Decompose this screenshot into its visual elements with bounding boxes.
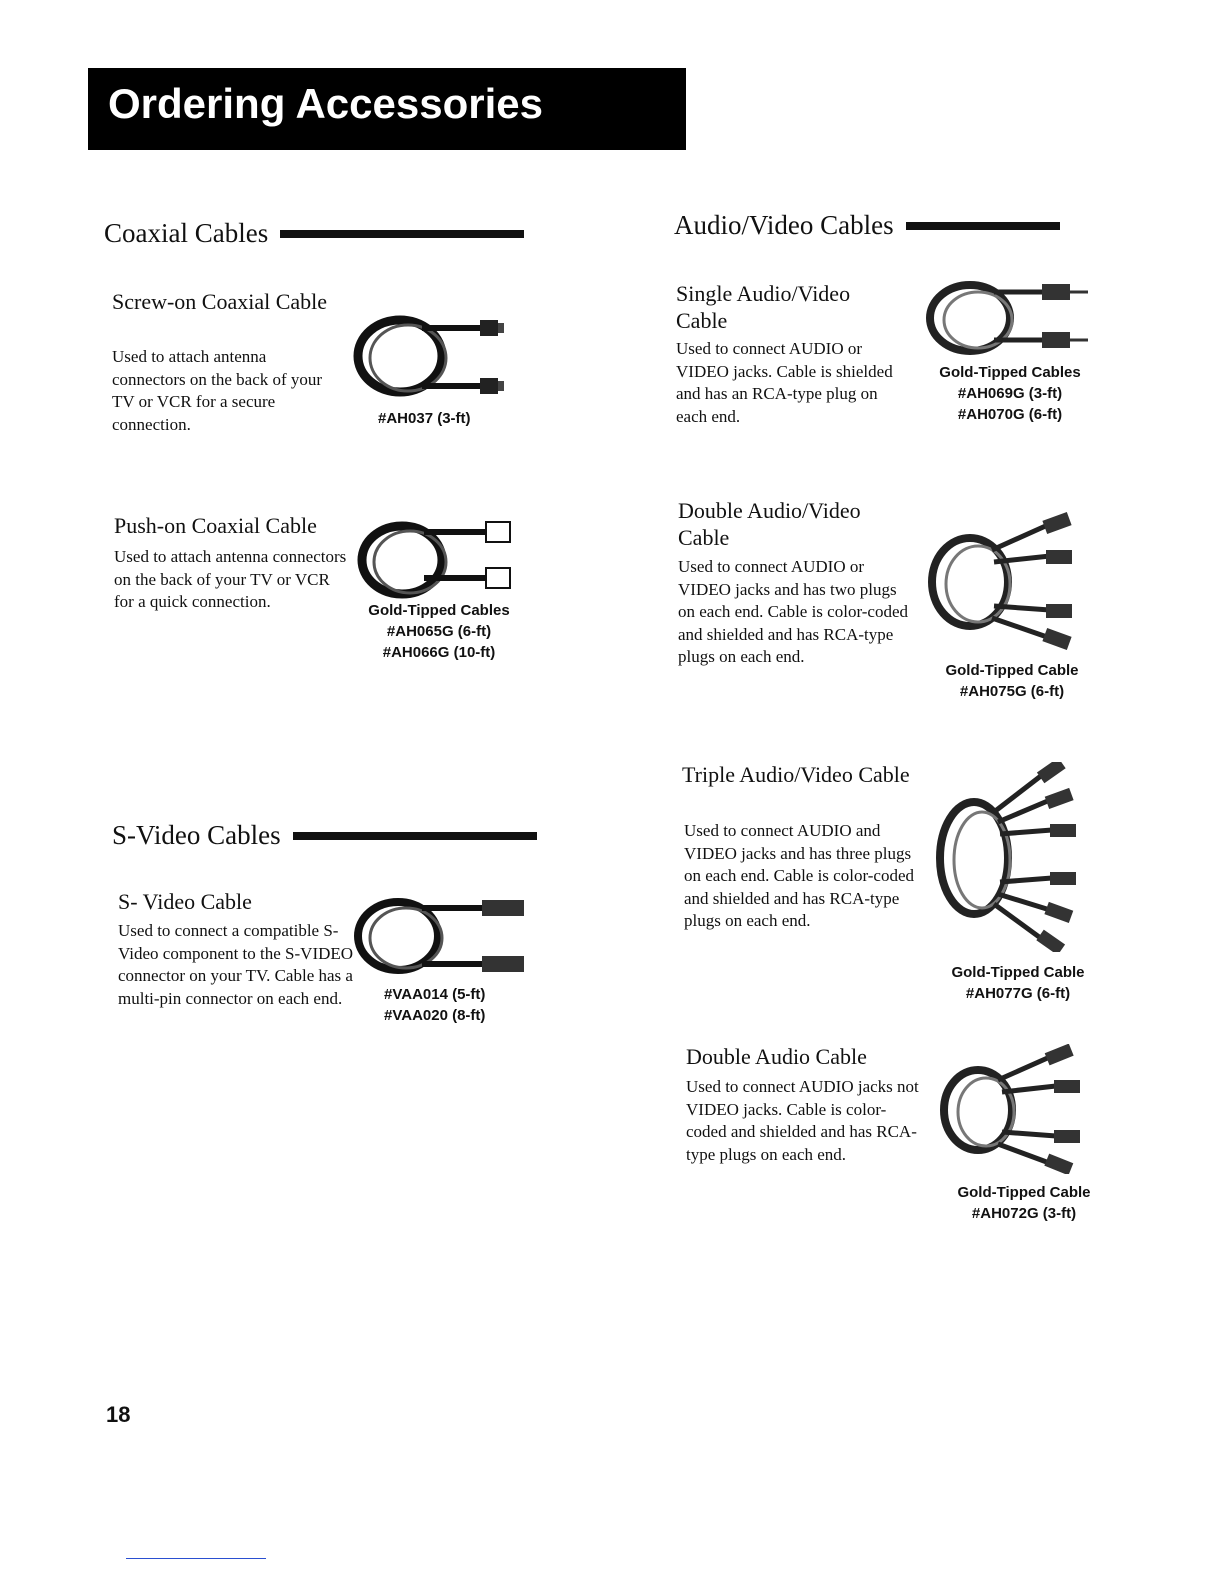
double-audio-description: Used to connect AUDIO jacks not VIDEO jacks. Cable is color-coded and shielded and has RCA-type plugs on each end. [686,1077,919,1164]
double-av-description: Used to connect AUDIO or VIDEO jacks and has two plugs on each end. Cable is color-coded and shielded and has RCA-type plugs on each end. [678,557,909,666]
triple-av-title: Triple Audio/Video Cable [682,762,910,787]
double-av-cable-icon [926,510,1096,650]
svideo-heading [112,820,537,851]
svideo-part-1: #VAA014 (5-ft) [384,986,486,1003]
double-av-part-1: #AH075G (6-ft) [959,683,1065,700]
push-on-cable-icon [356,516,516,602]
single-av-cable-icon [924,276,1094,360]
double-audio-part-1: #AH072G (3-ft) [971,1205,1077,1222]
push-on-part-2: #AH066G (10-ft) [382,644,496,661]
av-heading [674,210,1060,241]
double-av-caption-title: Gold-Tipped Cable [945,662,1079,679]
push-on-caption [356,600,522,663]
triple-av-caption-title: Gold-Tipped Cable [951,964,1085,981]
svideo-part-2: #VAA020 (8-ft) [384,1007,486,1024]
double-audio-title: Double Audio Cable [686,1044,867,1069]
single-av-part-2: #AH070G (6-ft) [957,406,1063,423]
heading-rule [906,222,1060,230]
heading-rule [280,230,524,238]
double-av-caption [930,660,1094,702]
double-audio-caption [942,1182,1106,1224]
coaxial-heading-text: Coaxial Cables [104,218,269,248]
single-av-caption-title: Gold-Tipped Cables [939,364,1081,381]
single-av-caption [928,362,1092,425]
double-audio-cable-icon [938,1044,1098,1174]
push-on-description: Used to attach antenna connectors on the back of your TV or VCR for a quick connection. [114,547,347,611]
triple-av-part-1: #AH077G (6-ft) [965,985,1071,1002]
coaxial-cable-icon [352,310,512,400]
single-av-description: Used to connect AUDIO or VIDEO jacks. Cable is shielded and has an RCA-type plug on each end. [676,339,893,426]
heading-rule [293,832,537,840]
svideo-heading-text: S-Video Cables [112,820,281,850]
triple-av-caption [936,962,1100,1004]
screw-on-title: Screw-on Coaxial Cable [112,289,328,314]
svideo-cable-title: S- Video Cable [118,889,252,914]
push-on-title: Push-on Coaxial Cable [114,513,317,538]
svideo-parts [384,984,485,1026]
page-title: Ordering Accessories [88,68,686,150]
single-av-title: Single Audio/Video Cable [676,281,851,333]
triple-av-cable-icon [934,762,1094,952]
push-on-part-1: #AH065G (6-ft) [386,623,492,640]
double-av-title: Double Audio/Video Cable [678,498,861,550]
screw-on-part: #AH037 (3-ft) [378,410,471,427]
screw-on-description: Used to attach antenna connectors on the back of your TV or VCR for a secure connection. [112,347,323,434]
single-av-part-1: #AH069G (3-ft) [957,385,1063,402]
page-number: 18 [106,1402,131,1427]
double-audio-caption-title: Gold-Tipped Cable [957,1184,1091,1201]
svideo-cable-icon [352,894,532,978]
triple-av-description: Used to connect AUDIO and VIDEO jacks and has three plugs on each end. Cable is color-coded and shielded and has RCA-type plugs on each end. [684,821,915,930]
coaxial-heading [104,218,524,249]
push-on-caption-title: Gold-Tipped Cables [368,602,510,619]
av-heading-text: Audio/Video Cables [674,210,894,240]
footer-rule [126,1558,266,1559]
svideo-cable-description: Used to connect a compatible S-Video component to the S-VIDEO connector on your TV. Cable has a multi-pin connector on each end. [118,921,354,1008]
